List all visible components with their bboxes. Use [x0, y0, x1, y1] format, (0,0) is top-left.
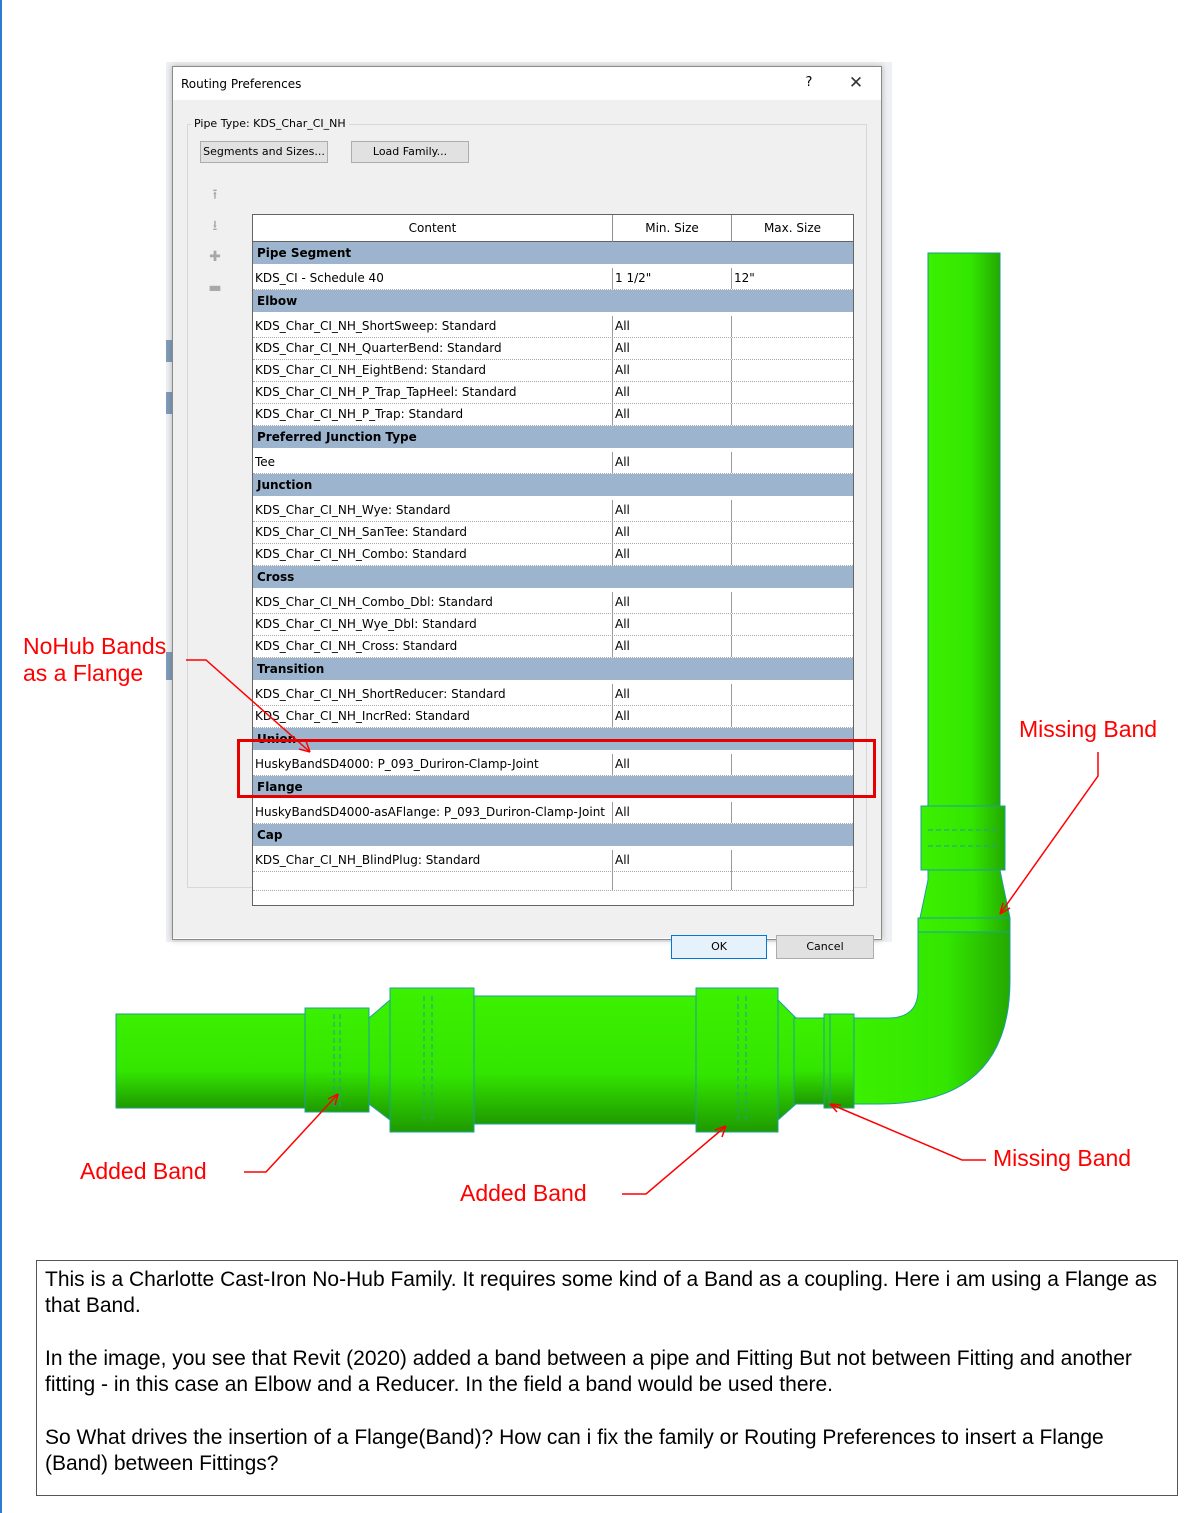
- content-cell: KDS_CI - Schedule 40: [255, 271, 384, 285]
- right-hub-band: [696, 988, 778, 1132]
- group-label: Elbow: [257, 294, 298, 308]
- cancel-button[interactable]: Cancel: [776, 935, 874, 959]
- group-label: Junction: [257, 478, 313, 492]
- min-size-cell[interactable]: All: [612, 592, 731, 613]
- ok-button[interactable]: OK: [671, 935, 767, 959]
- content-cell: KDS_Char_CI_NH_Cross: Standard: [255, 639, 458, 653]
- right-transition: [778, 1000, 796, 1120]
- group-label: Cross: [257, 570, 295, 584]
- missing-band-annotation-top: Missing Band: [1019, 716, 1158, 742]
- content-cell: KDS_Char_CI_NH_SanTee: Standard: [255, 525, 467, 539]
- min-size-cell[interactable]: All: [612, 802, 731, 823]
- note-paragraph: This is a Charlotte Cast-Iron No-Hub Family. It requires some kind of a Band as a coupling. Here i am using a Flange as that Band.: [45, 1268, 1157, 1317]
- min-size-cell[interactable]: All: [612, 544, 731, 565]
- content-cell: KDS_Char_CI_NH_ShortReducer: Standard: [255, 687, 506, 701]
- content-cell: Tee: [255, 455, 276, 469]
- content-cell: KDS_Char_CI_NH_Wye_Dbl: Standard: [255, 617, 477, 631]
- left-pipe: [116, 1014, 308, 1108]
- nohub-bands-annotation-line2: as a Flange: [23, 660, 144, 686]
- max-size-cell[interactable]: 12": [731, 268, 852, 289]
- min-size-cell[interactable]: All: [612, 500, 731, 521]
- elbow-fitting: [852, 932, 1010, 1104]
- right-stub-pipe: [794, 1018, 826, 1104]
- min-size-cell[interactable]: All: [612, 338, 731, 359]
- min-size-cell[interactable]: All: [612, 684, 731, 705]
- reducer-fitting: [920, 870, 1010, 918]
- content-cell: KDS_Char_CI_NH_IncrRed: Standard: [255, 709, 470, 723]
- missing-band-annotation-bottom: Missing Band: [993, 1145, 1132, 1171]
- help-button[interactable]: ?: [805, 75, 813, 90]
- min-size-cell[interactable]: All: [612, 850, 731, 871]
- dialog-title: Routing Preferences: [181, 77, 302, 91]
- group-label: Transition: [257, 662, 325, 676]
- min-size-cell[interactable]: All: [612, 382, 731, 403]
- min-size-cell[interactable]: All: [612, 636, 731, 657]
- group-label: Cap: [257, 828, 283, 842]
- flange-highlight-box: [237, 739, 876, 798]
- min-size-cell[interactable]: All: [612, 706, 731, 727]
- nohub-bands-annotation-line1: NoHub Bands: [23, 633, 167, 659]
- note-paragraph: In the image, you see that Revit (2020) added a band between a pipe and Fitting But not between Fitting and another fitting - in this case an Elbow and a Reducer. In the field a band would be used there.: [45, 1347, 1132, 1396]
- group-label: Union: [257, 732, 297, 746]
- content-cell: KDS_Char_CI_NH_P_Trap: Standard: [255, 407, 464, 421]
- column-header-min-size[interactable]: Min. Size: [613, 215, 732, 242]
- add-row-icon[interactable]: ✚: [209, 249, 221, 265]
- vertical-pipe: [928, 253, 1000, 808]
- min-size-cell[interactable]: All: [612, 316, 731, 337]
- pipe-type-label: Pipe Type: KDS_Char_CI_NH: [191, 117, 349, 130]
- segments-and-sizes-button[interactable]: Segments and Sizes...: [200, 141, 328, 163]
- min-size-cell[interactable]: All: [612, 754, 731, 775]
- content-cell: KDS_Char_CI_NH_EightBend: Standard: [255, 363, 487, 377]
- content-cell: KDS_Char_CI_NH_BlindPlug: Standard: [255, 853, 481, 867]
- load-family-button[interactable]: Load Family...: [351, 141, 469, 163]
- min-size-cell[interactable]: All: [612, 404, 731, 425]
- min-size-cell[interactable]: All: [612, 360, 731, 381]
- question-note-box: [36, 1260, 1178, 1496]
- min-size-cell[interactable]: All: [612, 522, 731, 543]
- reducer-hub: [918, 918, 1010, 932]
- center-pipe: [474, 996, 696, 1124]
- content-cell: HuskyBandSD4000-asAFlange: P_093_Duriron-Clamp-Joint: [255, 805, 606, 819]
- vertical-band: [921, 806, 1005, 870]
- remove-row-icon[interactable]: ▬: [208, 280, 222, 296]
- content-cell: KDS_Char_CI_NH_Combo: Standard: [255, 547, 467, 561]
- close-button[interactable]: ✕: [848, 73, 864, 93]
- content-cell: KDS_Char_CI_NH_P_Trap_TapHeel: Standard: [255, 385, 517, 399]
- content-cell: KDS_Char_CI_NH_Combo_Dbl: Standard: [255, 595, 493, 609]
- content-cell: KDS_Char_CI_NH_ShortSweep: Standard: [255, 319, 497, 333]
- added-band-annotation-center: Added Band: [460, 1180, 587, 1206]
- group-label: Preferred Junction Type: [257, 430, 417, 444]
- group-label: Flange: [257, 780, 303, 794]
- content-cell: HuskyBandSD4000: P_093_Duriron-Clamp-Joint: [255, 757, 539, 771]
- column-header-content[interactable]: Content: [253, 215, 613, 242]
- move-top-icon[interactable]: ⭱: [212, 187, 218, 203]
- min-size-cell[interactable]: 1 1/2": [612, 268, 731, 289]
- content-cell: KDS_Char_CI_NH_QuarterBend: Standard: [255, 341, 502, 355]
- note-paragraph: So What drives the insertion of a Flange(Band)? How can i fix the family or Routing Preferences to insert a Flange (Band) between Fittings?: [45, 1426, 1104, 1475]
- move-bottom-icon[interactable]: ⭳: [212, 218, 218, 234]
- column-header-max-size[interactable]: Max. Size: [732, 215, 853, 242]
- min-size-cell[interactable]: All: [612, 614, 731, 635]
- left-transition: [369, 1000, 390, 1120]
- added-band-annotation-left: Added Band: [80, 1158, 207, 1184]
- elbow-hub: [824, 1014, 854, 1108]
- min-size-cell[interactable]: All: [612, 452, 731, 473]
- content-cell: KDS_Char_CI_NH_Wye: Standard: [255, 503, 451, 517]
- group-label: Pipe Segment: [257, 246, 352, 260]
